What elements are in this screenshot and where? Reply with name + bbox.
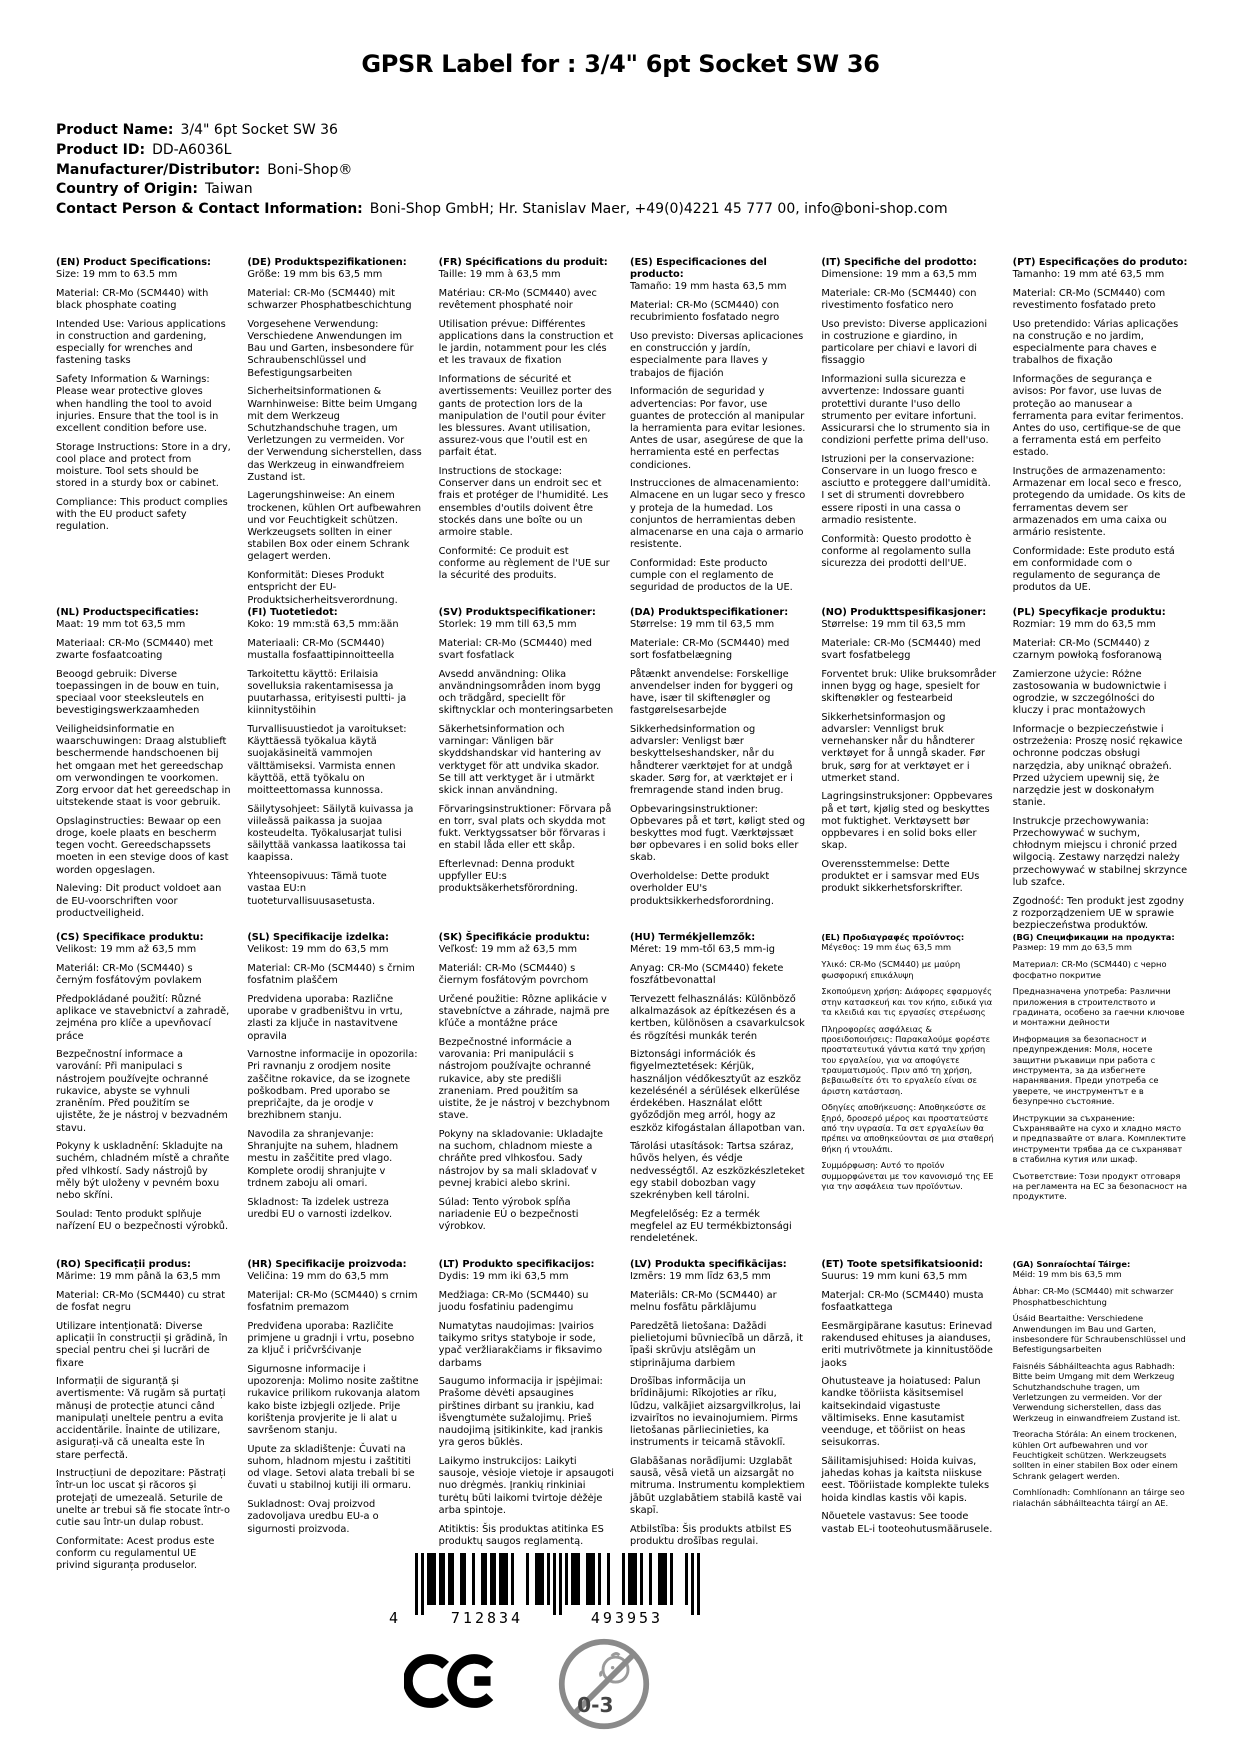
spec-paragraph: Pokyny k uskladnění: Skladujte na suchém, chladném místě a chraňte před vlhkostí. Sady nástrojů by měly být uloženy v pevném boxu nebo skříni.: [56, 1141, 230, 1202]
spec-paragraph: Υλικό: CR-Mo (SCM440) με μαύρη φωσφορική επικάλυψη: [821, 959, 961, 980]
lang-block-lt: [439, 1259, 614, 1548]
lang-block-no: [821, 607, 996, 896]
spec-paragraph: Určené použitie: Rôzne aplikácie v stavebníctve a záhrade, najmä pre kľúče a montážne práce: [438, 993, 610, 1030]
spec-paragraph: Beoogd gebruik: Diverse toepassingen in de bouw en tuin, speciaal voor steeksleutels en bevestigingswerkzaamheden: [56, 668, 220, 717]
spec-paragraph: Sukladnost: Ovaj proizvod zadovoljava uredbu EU-a o sigurnosti proizvoda.: [247, 1499, 379, 1535]
barcode-area: [389, 1553, 700, 1641]
barcode-right-group: 493953: [590, 1609, 664, 1627]
spec-paragraph: Materiale: CR-Mo (SCM440) med sort fosfatbelægning: [629, 637, 790, 661]
lang-block-fr: [439, 257, 614, 582]
product-id-row: [56, 141, 948, 161]
product-id-value: DD-A6036L: [152, 141, 232, 158]
lang-block-en: [56, 257, 231, 534]
product-name-value: 3/4" 6pt Socket SW 36: [180, 122, 338, 138]
spec-paragraph: Faisnéis Sábháilteachta agus Rabhadh: Bitte beim Umgang mit dem Werkzeug Schutzhandschuhe tragen, um Verletzungen zu vermeiden. Vor der Verwendung sicherstellen, dass das Werkzeug in einwandfreiem Zustand ist.: [1012, 1361, 1181, 1423]
spec-paragraph: Materiaal: CR-Mo (SCM440) met zwarte fosfaatcoating: [56, 637, 213, 661]
spec-paragraph: Utilizare intenționată: Diverse aplicații în construcții și grădină, în special pentru chei și lucrări de fixare: [56, 1320, 228, 1369]
lang-block-sk: [439, 932, 614, 1233]
spec-paragraph: Opslaginstructies: Bewaar op een droge, koele plaats en bescherm tegen vocht. Gereedschapssets moeten in een stevige doos of kast worden opgeslagen.: [56, 815, 229, 876]
spec-paragraph: Conformitate: Acest produs este conform cu regulamentul UE privind siguranța produselor.: [56, 1535, 215, 1572]
spec-paragraph: Conformidad: Este producto cumple con el reglamento de seguridad de productos de la UE.: [629, 557, 793, 594]
spec-paragraph: Materiale: CR-Mo (SCM440) con rivestimento fosfatico nero: [821, 287, 977, 312]
spec-paragraph: Tarkoitettu käyttö: Erilaisia sovelluksia rakentamisessa ja puutarhassa, erityisesti pultti- ja kiinnitystöihin: [247, 668, 407, 717]
spec-paragraph: Saugumo informacija ir įspėjimai: Prašome dėvėti apsaugines pirštines dirbant su įrankiu, kad išvengtumėte sužalojimų. Prieš naudojimą įsitikinkite, kad įrankis yra geros būklės.: [438, 1376, 603, 1449]
lang-header: (IT) Specifiche del prodotto:: [821, 257, 977, 268]
spec-paragraph: Predviđena uporaba: Različite primjene u gradnji i vrtu, posebno za ključ i pričvršćivanje: [247, 1320, 415, 1357]
spec-paragraph: Paredzētā lietošana: Dažādi pielietojumi būvniecībā un dārzā, it īpaši skrūvju atslēgām un stiprinājuma darbiem: [629, 1320, 803, 1369]
manufacturer-value: Boni-Shop®: [267, 161, 353, 178]
spec-paragraph: Utilisation prévue: Différentes applications dans la construction et le jardin, notamment pour les clés et les travaux de fixation: [438, 318, 614, 367]
spec-paragraph: Materiaali: CR-Mo (SCM440) mustalla fosfaattipinnoitteella: [247, 637, 395, 661]
spec-paragraph: Säilytysohjeet: Säilytä kuivassa ja viileässä paikassa ja suojaa kosteudelta. Työkalusarjat tulisi säilyttää vankassa laatikossa tai kaapissa.: [247, 803, 414, 864]
spec-paragraph: Materiāls: CR-Mo (SCM440) ar melnu fosfātu pārklājumu: [629, 1290, 777, 1314]
ce-mark-icon: [404, 1650, 504, 1716]
spec-paragraph: Rozmiar: 19 mm do 63,5 mm: [1012, 618, 1156, 630]
spec-paragraph: Informations de sécurité et avertissements: Veuillez porter des gants de protection lors de la manipulation de l'outil pour éviter les blessures. Avant utilisation, assurez-vous que l'outil est en parfait état.: [438, 374, 612, 459]
lang-header: (CS) Specifikace produktu:: [56, 932, 204, 944]
spec-paragraph: Dimensione: 19 mm a 63,5 mm: [821, 269, 977, 281]
barcode-system-digit: 4: [389, 1609, 402, 1627]
lang-header: (RO) Specificații produs:: [56, 1259, 191, 1271]
lang-header: (FR) Spécifications du produit:: [438, 257, 608, 268]
spec-paragraph: Navodila za shranjevanje: Shranjujte na suhem, hladnem mestu in zaščitite pred vlago. Komplete orodij shranjujte v trdnem zaboju ali omari.: [247, 1129, 399, 1189]
spec-paragraph: Conformità: Questo prodotto è conforme al regolamento sulla sicurezza dei prodotti dell'UE.: [821, 533, 972, 569]
spec-paragraph: Material: CR-Mo (SCM440) con recubrimiento fosfatado negro: [629, 300, 780, 324]
spec-paragraph: Zamierzone użycie: Różne zastosowania w budownictwie i ogrodzie, w szczególności do kluczy i prac montażowych: [1012, 668, 1167, 717]
spec-paragraph: Zgodność: Ten produkt jest zgodny z rozporządzeniem UE w sprawie bezpieczeństwa produktów.: [1012, 895, 1185, 931]
lang-header: (DE) Produktspezifikationen:: [247, 257, 407, 268]
spec-paragraph: Dydis: 19 mm iki 63,5 mm: [438, 1271, 569, 1283]
spec-paragraph: Предназначена употреба: Различни приложения в строителството и градината, особено за гаечни ключове и монтажни дейности: [1012, 986, 1185, 1028]
spec-paragraph: Naleving: Dit product voldoet aan de EU-voorschriften voor productveiligheid.: [56, 883, 222, 919]
spec-paragraph: Sikkerhedsinformation og advarsler: Venligst bær beskyttelseshandsker, når du håndterer værktøjet for at undgå skader. Sørg for, at værktøjet er i fremragende stand inden brug.: [629, 723, 793, 796]
lang-header: (NO) Produkttspesifikasjoner:: [821, 606, 987, 618]
lang-header: (ES) Especificaciones del producto:: [629, 257, 767, 281]
lang-block-hr: [247, 1259, 422, 1536]
spec-paragraph: Maat: 19 mm tot 63,5 mm: [56, 618, 186, 630]
spec-paragraph: Suurus: 19 mm kuni 63,5 mm: [821, 1271, 968, 1283]
lang-block-es: [630, 257, 805, 595]
manufacturer-label: Manufacturer/Distributor:: [56, 161, 261, 178]
lang-block-sl: [247, 932, 422, 1221]
spec-paragraph: Påtænkt anvendelse: Forskellige anvendelser inden for byggeri og have, især til skiftenøgler og fastgørelsesarbejde: [629, 668, 794, 717]
spec-paragraph: Veiligheidsinformatie en waarschuwingen: Draag alstublieft beschermende handschoenen bij het omgaan met het gereedschap om verwondingen te voorkomen. Zorg ervoor dat het gereedschap in uitstekende staat is voor gebruik.: [56, 723, 231, 809]
spec-paragraph: Informații de siguranță și avertismente: Vă rugăm să purtați mănuși de protecție atunci când manipulați uneltele pentru a evita accidentările. Înainte de utilizare, asigurați-vă că unealta este în stare perfectă.: [56, 1376, 226, 1461]
spec-paragraph: Instrucțiuni de depozitare: Păstrați într-un loc uscat și răcoros și protejați de umezeală. Seturile de unelte ar trebui să fie stocate într-o cutie sau într-un dulap robust.: [56, 1468, 230, 1529]
spec-paragraph: Materijal: CR-Mo (SCM440) s crnim fosfatnim premazom: [247, 1290, 418, 1314]
lang-block-de: [247, 257, 422, 607]
spec-paragraph: Avsedd användning: Olika användningsområden inom bygg och trädgård, speciellt för skiftnycklar och monteringsarbeten: [438, 668, 614, 717]
spec-paragraph: Overensstemmelse: Dette produktet er i samsvar med EUs produkt sikkerhetsforskrifter.: [821, 858, 980, 895]
spec-paragraph: Taille: 19 mm à 63,5 mm: [438, 269, 561, 281]
spec-paragraph: Overholdelse: Dette produkt overholder EU's produktsikkerhedsforordning.: [629, 871, 775, 907]
spec-paragraph: Veľkosť: 19 mm až 63,5 mm: [438, 944, 578, 956]
spec-paragraph: Comhlíonadh: Comhlíonann an táirge seo rialachán sábháilteachta táirgí an AE.: [1012, 1487, 1185, 1508]
spec-paragraph: Conformité: Ce produit est conforme au règlement de l'UE sur la sécurité des produits.: [438, 545, 610, 582]
spec-paragraph: Sigurnosne informacije i upozorenja: Molimo nosite zaštitne rukavice prilikom rukovanja alatom kako biste izbjegli ozljede. Prije korištenja provjerite je li alat u savršenom stanju.: [247, 1364, 421, 1437]
spec-paragraph: Materiál: CR-Mo (SCM440) s černým fosfátovým povlakem: [56, 963, 202, 987]
spec-paragraph: Material: CR-Mo (SCM440) s črnim fosfatnim plaščem: [247, 963, 415, 987]
spec-paragraph: Conformidade: Este produto está em conformidade com o regulamento de segurança de produtos da UE.: [1012, 545, 1175, 594]
spec-paragraph: Materiał: CR-Mo (SCM440) z czarnym powłoką fosforanową: [1012, 637, 1162, 661]
spec-paragraph: Eesmärgipärane kasutus: Erinevad rakendused ehituses ja aianduses, eriti mutrivõtmete ja kinnitustööde jaoks: [821, 1320, 993, 1369]
spec-paragraph: Intended Use: Various applications in construction and gardening, especially for wrenches and fastening tasks: [56, 318, 226, 367]
lang-block-pl: [1013, 607, 1188, 932]
spec-paragraph: Koko: 19 mm:stä 63,5 mm:ään: [247, 618, 399, 630]
origin-value: Taiwan: [205, 181, 253, 198]
spec-paragraph: Bezpečnostní informace a varování: Při manipulaci s nástrojem používejte ochranné rukavice, abyste se vyhnuli zraněním. Před použitím se ujistěte, že je nástroj v bezvadném stavu.: [56, 1049, 228, 1134]
lang-header: (SV) Produktspecifikationer:: [438, 606, 596, 618]
spec-paragraph: Medžiaga: CR-Mo (SCM440) su juodu fosfatiniu padengimu: [438, 1290, 589, 1314]
spec-paragraph: Vorgesehene Verwendung: Verschiedene Anwendungen im Bau und Garten, insbesondere für Schraubenschlüssel und Befestigungsarbeiten: [247, 318, 414, 379]
barcode-left-group: 712834: [450, 1609, 524, 1627]
lang-header: (SL) Specifikacije izdelka:: [247, 932, 389, 944]
product-info-block: [56, 121, 948, 220]
spec-paragraph: Συμμόρφωση: Αυτό το προϊόν συμμορφώνεται με τον κανονισμό της ΕΕ για την ασφάλεια των προϊόντων.: [821, 1160, 994, 1191]
spec-paragraph: Safety Information & Warnings: Please wear protective gloves when handling the tool to avoid injuries. Ensure that the tool is in excellent condition before use.: [56, 374, 219, 434]
spec-paragraph: Méid: 19 mm bis 63,5 mm: [1012, 1269, 1122, 1280]
spec-paragraph: Bezpečnostné informácie a varovania: Pri manipulácii s nástrojom používajte ochranné rukavice, aby ste predišli zraneniam. Pred použitím sa uistite, že je nástroj v bezchybnom stave.: [438, 1037, 610, 1122]
spec-paragraph: Izmērs: 19 mm līdz 63,5 mm: [629, 1271, 771, 1283]
spec-paragraph: Biztonsági információk és figyelmeztetések: Kérjük, használjon védőkesztyűt az eszköz kezelésénél a sérülések elkerülése érdekében. Használat előtt győződjön meg arról, hogy az eszköz kifogástalan állapotban van.: [629, 1049, 806, 1134]
spec-paragraph: Informações de segurança e avisos: Por favor, use luvas de proteção ao manusear a ferramenta para evitar ferimentos. Antes do uso, certifique-se de que a ferramenta está em perfeito estado.: [1012, 374, 1184, 459]
spec-paragraph: Predvidena uporaba: Različne uporabe v gradbeništvu in vrtu, zlasti za ključe in nastavitvene opravila: [247, 993, 403, 1042]
spec-paragraph: Instrucciones de almacenamiento: Almacene en un lugar seco y fresco y proteja de la humedad. Los conjuntos de herramientas deben almacenarse en una caja o armario resistente.: [629, 478, 806, 551]
lang-block-hu: [630, 932, 805, 1245]
spec-paragraph: Ábhar: CR-Mo (SCM440) mit schwarzer Phosphatbeschichtung: [1012, 1286, 1174, 1307]
spec-paragraph: Nõuetele vastavus: See toode vastab EL-i tooteohutusmäärusele.: [821, 1511, 993, 1535]
lang-block-sv: [439, 607, 614, 896]
lang-header: (HR) Specifikacije proizvoda:: [247, 1259, 407, 1271]
lang-header: (BG) Спецификации на продукта:: [1012, 932, 1175, 943]
lang-header: (LV) Produkta specifikācijas:: [629, 1259, 787, 1271]
lang-header: (SK) Špecifikácie produktu:: [438, 932, 590, 944]
spec-paragraph: Uso previsto: Diverse applicazioni in costruzione e giardino, in particolare per chiavi e lavori di fissaggio: [821, 318, 988, 367]
spec-paragraph: Material: CR-Mo (SCM440) med svart fosfatlack: [438, 637, 592, 661]
spec-paragraph: Velikost: 19 mm až 63,5 mm: [56, 944, 197, 956]
spec-paragraph: Úsáid Beartaithe: Verschiedene Anwendungen im Bau und Garten, insbesondere für Schraubenschlüssel und Befestigungsarbeiten: [1012, 1313, 1186, 1355]
spec-paragraph: Съответствие: Този продукт отговаря на регламента на ЕС за безопасност на продуктите.: [1012, 1170, 1188, 1202]
spec-paragraph: Anyag: CR-Mo (SCM440) fekete foszfátbevonattal: [629, 963, 784, 987]
product-id-label: Product ID:: [56, 141, 146, 158]
spec-paragraph: Πληροφορίες ασφάλειας & προειδοποιήσεις: Παρακαλούμε φορέστε προστατευτικά γάντια κατά την χρήση του εργαλείου, για να αποφύγετε τραυματισμούς. Πριν από τη χρήση, βεβαιωθείτε ότι το εργαλείο είναι σε άριστη κατάσταση.: [821, 1023, 991, 1096]
spec-paragraph: Förvaringsinstruktioner: Förvara på en torr, sval plats och skydda mot fukt. Verktygssatser bör förvaras i en stabil låda eller ett skåp.: [438, 803, 612, 852]
spec-paragraph: Größe: 19 mm bis 63,5 mm: [247, 269, 383, 281]
spec-paragraph: Säkerhetsinformation och varningar: Vänligen bär skyddshandskar vid hantering av verktyget för att undvika skador. Se till att verktyget är i utmärkt skick innan användning.: [438, 723, 602, 796]
spec-paragraph: Súlad: Tento výrobok spĺňa nariadenie EÚ o bezpečnosti výrobkov.: [438, 1196, 579, 1232]
product-name-row: [56, 121, 948, 141]
spec-paragraph: Matériau: CR-Mo (SCM440) avec revêtement phosphaté noir: [438, 287, 597, 312]
spec-paragraph: Material: CR-Mo (SCM440) com revestimento fosfatado preto: [1012, 287, 1166, 312]
lang-header: (ET) Toote spetsifikatsioonid:: [821, 1259, 983, 1271]
spec-paragraph: Soulad: Tento produkt splňuje nařízení EU o bezpečnosti výrobků.: [56, 1208, 229, 1232]
lang-block-el: [821, 932, 996, 1191]
spec-paragraph: Mărime: 19 mm până la 63,5 mm: [56, 1271, 221, 1283]
spec-paragraph: Σκοπούμενη χρήση: Διάφορες εφαρμογές στην κατασκευή και τον κήπο, ειδικά για τα κλειδιά και τις εργασίες στερέωσης: [821, 986, 993, 1017]
spec-paragraph: Размер: 19 mm до 63,5 mm: [1012, 942, 1132, 953]
page-title: GPSR Label for : 3/4" 6pt Socket SW 36: [361, 50, 880, 78]
spec-paragraph: Opbevaringsinstruktioner: Opbevares på et tørt, køligt sted og beskyttes mod fugt. Værktøjssæt bør opbevares i en solid boks eller skab.: [629, 803, 806, 864]
lang-block-da: [630, 607, 805, 908]
spec-paragraph: Sicherheitsinformationen & Warnhinweise: Bitte beim Umgang mit dem Werkzeug Schutzhandschuhe tragen, um Verletzungen zu vermeiden. Vor der Verwendung sicherstellen, dass das Werkzeug in einwandfreiem Zustand ist.: [247, 386, 422, 483]
lang-header: (PT) Especificações do produto:: [1012, 257, 1188, 268]
age-warning-text: 0-3: [577, 1692, 614, 1717]
ean13-barcode-icon: [415, 1553, 700, 1617]
spec-paragraph: Glabāšanas norādījumi: Uzglabāt sausā, vēsā vietā un aizsargāt no mitruma. Instrumentu komplektiem jābūt uzglabātiem stabilā kastē vai skapī.: [629, 1456, 805, 1516]
lang-header: (HU) Termékjellemzők:: [629, 932, 756, 944]
spec-paragraph: Materiale: CR-Mo (SCM440) med svart fosfatbelegg: [821, 637, 981, 661]
lang-header: (FI) Tuotetiedot:: [247, 606, 338, 618]
spec-paragraph: Материал: CR-Mo (SCM440) с черно фосфатно покритие: [1012, 959, 1167, 980]
age-warning-0-3-icon: [556, 1636, 652, 1736]
spec-paragraph: Tamaño: 19 mm hasta 63,5 mm: [629, 281, 787, 293]
spec-paragraph: Storage Instructions: Store in a dry, cool place and protect from moisture. Tool sets should be stored in a sturdy box or cabinet.: [56, 441, 231, 490]
spec-paragraph: Material: CR-Mo (SCM440) with black phosphate coating: [56, 287, 209, 312]
spec-paragraph: Méret: 19 mm-től 63,5 mm-ig: [629, 944, 775, 956]
lang-block-ga: [1013, 1259, 1188, 1508]
lang-block-fi: [247, 607, 422, 908]
spec-paragraph: Sikkerhetsinformasjon og advarsler: Vennligst bruk vernehansker når du håndterer verktøyet for å unngå skader. Før bruk, sørg for at verktøyet er i utmerket stand.: [821, 711, 986, 784]
lang-block-lv: [630, 1259, 805, 1548]
spec-paragraph: Material: CR-Mo (SCM440) cu strat de fosfat negru: [56, 1290, 226, 1314]
spec-paragraph: Megfelelőség: Ez a termék megfelel az EU termékbiztonsági rendeletének.: [629, 1208, 792, 1245]
spec-paragraph: Turvallisuustiedot ja varoitukset: Käyttäessä työkalua käytä suojakäsineitä vammojen välttämiseksi. Varmista ennen käyttöä, että työkalu on moitteettomassa kunnossa.: [247, 723, 407, 796]
spec-paragraph: Veličina: 19 mm do 63,5 mm: [247, 1271, 389, 1283]
spec-paragraph: Compliance: This product complies with the EU product safety regulation.: [56, 496, 228, 533]
spec-paragraph: Størrelse: 19 mm til 63,5 mm: [821, 618, 966, 630]
lang-header: (LT) Produkto specifikacijos:: [438, 1259, 595, 1271]
manufacturer-row: [56, 161, 948, 181]
spec-paragraph: Velikost: 19 mm do 63,5 mm: [247, 944, 389, 956]
spec-paragraph: Atitiktis: Šis produktas atitinka ES produktų saugos reglamentą.: [438, 1523, 604, 1547]
spec-paragraph: Laikymo instrukcijos: Laikyti sausoje, vėsioje vietoje ir apsaugoti nuo drėgmės. Įrankių rinkiniai turėtų būti laikomi tvirtoje dėžėje arba spintoje.: [438, 1456, 614, 1516]
spec-paragraph: Tárolási utasítások: Tartsa száraz, hűvös helyen, és védje nedvességtől. Az eszközkészleteket egy stabil dobozban vagy szekrényben kell tárolni.: [629, 1141, 805, 1202]
spec-paragraph: Yhteensopivuus: Tämä tuote vastaa EU:n tuoteturvallisuusasetusta.: [247, 871, 387, 907]
contact-label: Contact Person & Contact Information:: [56, 201, 363, 218]
spec-paragraph: Material: CR-Mo (SCM440) mit schwarzer Phosphatbeschichtung: [247, 287, 412, 312]
product-name-label: Product Name:: [56, 122, 174, 138]
spec-paragraph: Uso pretendido: Várias aplicações na construção e no jardim, especialmente para chaves e trabalhos de fixação: [1012, 318, 1179, 367]
spec-paragraph: Předpokládané použití: Různé aplikace ve stavebnictví a zahradě, zejména pro klíče a upevňovací práce: [56, 993, 230, 1042]
spec-paragraph: Størrelse: 19 mm til 63,5 mm: [629, 618, 775, 630]
spec-paragraph: Informazioni sulla sicurezza e avvertenze: Indossare guanti protettivi durante l'uso dello strumento per evitare infortuni. Assicurarsi che lo strumento sia in condizioni perfette prima dell'uso.: [821, 374, 990, 447]
spec-paragraph: Instructions de stockage: Conserver dans un endroit sec et frais et protéger de l'humidité. Les ensembles d'outils doivent être stockés dans une boîte ou un armoire stable.: [438, 466, 609, 539]
spec-paragraph: Información de seguridad y advertencias: Por favor, use guantes de protección al manipular la herramienta para evitar lesiones. Antes de usar, asegúrese de que la herramienta esté en perfectas condiciones.: [629, 386, 806, 471]
lang-block-ro: [56, 1259, 231, 1572]
spec-paragraph: Size: 19 mm to 63.5 mm: [56, 269, 178, 281]
lang-header: (EL) Προδιαγραφές προϊόντος:: [821, 932, 965, 943]
lang-block-et: [821, 1259, 996, 1536]
spec-paragraph: Storlek: 19 mm till 63,5 mm: [438, 618, 577, 630]
lang-header: (NL) Productspecificaties:: [56, 606, 199, 618]
spec-paragraph: Istruzioni per la conservazione: Conservare in un luogo fresco e asciutto e proteggere dall'umidità. I set di strumenti dovrebbero essere riposti in una cassa o armadio resistente.: [821, 453, 991, 526]
spec-paragraph: Ohutusteave ja hoiatused: Palun kandke tööriista käsitsemisel kaitsekindaid vigastuste vältimiseks. Enne kasutamist veenduge, et tööriist on heas seisukorras.: [821, 1376, 981, 1449]
lang-block-pt: [1013, 257, 1188, 595]
lang-header: (DA) Produktspecifikationer:: [629, 606, 789, 618]
spec-paragraph: Efterlevnad: Denna produkt uppfyller EU:s produktsäkerhetsförordning.: [438, 858, 578, 895]
spec-paragraph: Tamanho: 19 mm até 63,5 mm: [1012, 269, 1165, 281]
spec-paragraph: Skladnost: Ta izdelek ustreza uredbi EU o varnosti izdelkov.: [247, 1196, 393, 1220]
language-spec-grid: [56, 257, 1188, 1572]
spec-paragraph: Konformität: Dieses Produkt entspricht der EU-Produktsicherheitsverordnung.: [247, 570, 398, 606]
spec-paragraph: Materiál: CR-Mo (SCM440) s čiernym fosfátovým povrchom: [438, 963, 589, 987]
contact-row: [56, 200, 948, 220]
spec-paragraph: Treoracha Stórála: An einem trockenen, kühlen Ort aufbewahren und vor Feuchtigkeit schützen. Werkzeugsets sollten in einer stabilen Box oder einem Schrank gelagert werden.: [1012, 1429, 1178, 1481]
lang-header: (GA) Sonraíochtaí Táirge:: [1012, 1259, 1131, 1270]
lang-block-it: [821, 257, 996, 570]
lang-block-nl: [56, 607, 231, 920]
spec-paragraph: Lagerungshinweise: An einem trockenen, kühlen Ort aufbewahren und vor Feuchtigkeit schützen. Werkzeugsets sollten in einer stabilen Box oder einem Schrank gelagert werden.: [247, 490, 422, 563]
spec-paragraph: Informacje o bezpieczeństwie i ostrzeżenia: Proszę nosić rękawice ochronne podczas obsługi narzędzia, aby uniknąć obrażeń. Przed użyciem upewnij się, że narzędzie jest w doskonałym stanie.: [1012, 723, 1183, 809]
spec-paragraph: Varnostne informacije in opozorila: Pri ravnanju z orodjem nosite zaščitne rokavice, da se izognete poškodbam. Pred uporabo se prepričajte, da je orodje v brezhibnem stanju.: [247, 1049, 418, 1122]
origin-label: Country of Origin:: [56, 181, 198, 198]
spec-paragraph: Инструкции за съхранение: Съхранявайте на сухо и хладно място и предпазвайте от влага. Комплектите инструменти трябва да се съхраняват в стабилна кутия или шкаф.: [1012, 1112, 1186, 1164]
lang-block-cs: [56, 932, 231, 1233]
spec-paragraph: Numatytas naudojimas: Įvairios taikymo sritys statyboje ir sode, ypač veržliarakčiams ir fiksavimo darbams: [438, 1320, 603, 1369]
spec-paragraph: Информация за безопасност и предупреждения: Моля, носете защитни ръкавици при работа с инструмента, за да избегнете наранявания. Преди употреба се уверете, че инструментът е в безупречно състояние.: [1012, 1034, 1159, 1106]
spec-paragraph: Μέγεθος: 19 mm έως 63,5 mm: [821, 942, 952, 953]
spec-paragraph: Drošības informācija un brīdinājumi: Rīkojoties ar rīku, lūdzu, valkājiet aizsargvilkroļus, lai izvairītos no ievainojumiem. Pirms lietošanas pārliecinieties, ka instruments ir teicamā stāvoklī.: [629, 1376, 801, 1449]
spec-paragraph: Instruções de armazenamento: Armazenar em local seco e fresco, protegendo da umidade. Os kits de ferramentas devem ser armazenados em uma caixa ou armário resistente.: [1012, 466, 1186, 539]
spec-paragraph: Tervezett felhasználás: Különböző alkalmazások az építkezésen és a kertben, különösen a csavarkulcsok és rögzítési munkák terén: [629, 993, 805, 1042]
lang-header: (PL) Specyfikacje produktu:: [1012, 606, 1166, 618]
spec-paragraph: Upute za skladištenje: Čuvati na suhom, hladnom mjestu i zaštititi od vlage. Setovi alata trebali bi se čuvati u stabilnoj kutiji ili ormaru.: [247, 1443, 415, 1492]
lang-block-bg: [1013, 932, 1188, 1201]
lang-header: (EN) Product Specifications:: [56, 257, 211, 268]
origin-row: [56, 180, 948, 200]
spec-paragraph: Materjal: CR-Mo (SCM440) musta fosfaatkattega: [821, 1290, 984, 1314]
spec-paragraph: Uso previsto: Diversas aplicaciones en construcción y jardín, especialmente para llaves y trabajos de fijación: [629, 331, 804, 379]
spec-paragraph: Instrukcje przechowywania: Przechowywać w suchym, chłodnym miejscu i chronić przed wilgocią. Zestawy narzędzi należy przechowywać w stabilnej skrzynce lub szafce.: [1012, 815, 1188, 888]
spec-paragraph: Οδηγίες αποθήκευσης: Αποθηκεύστε σε ξηρό, δροσερό μέρος και προστατεύστε από την υγρασία. Τα σετ εργαλείων θα πρέπει να αποθηκεύονται σε μια σταθερή θήκη ή ντουλάπι.: [821, 1102, 994, 1154]
spec-paragraph: Pokyny na skladovanie: Ukladajte na suchom, chladnom mieste a chráňte pred vlhkosťou. Sady nástrojov by sa mali skladovať v pevnej krabici alebo skrini.: [438, 1129, 604, 1189]
spec-paragraph: Lagringsinstruksjoner: Oppbevares på et tørt, kjølig sted og beskyttes mot fuktighet. Verktøysett bør oppbevares i en solid boks eller skap.: [821, 791, 993, 852]
spec-paragraph: Forventet bruk: Ulike bruksområder innen bygg og hage, spesielt for skiftenøkler og festearbeid: [821, 668, 997, 704]
contact-value: Boni-Shop GmbH; Hr. Stanislav Maer, +49(0)4221 45 777 00, info@boni-shop.com: [369, 201, 948, 218]
spec-paragraph: Säilitamisjuhised: Hoida kuivas, jahedas kohas ja kaitsta niiskuse eest. Tööriistade komplekte tuleks hoida kindlas kastis või kapis.: [821, 1456, 990, 1504]
spec-paragraph: Atbilstība: Šis produkts atbilst ES produktu drošības regulai.: [629, 1523, 792, 1547]
